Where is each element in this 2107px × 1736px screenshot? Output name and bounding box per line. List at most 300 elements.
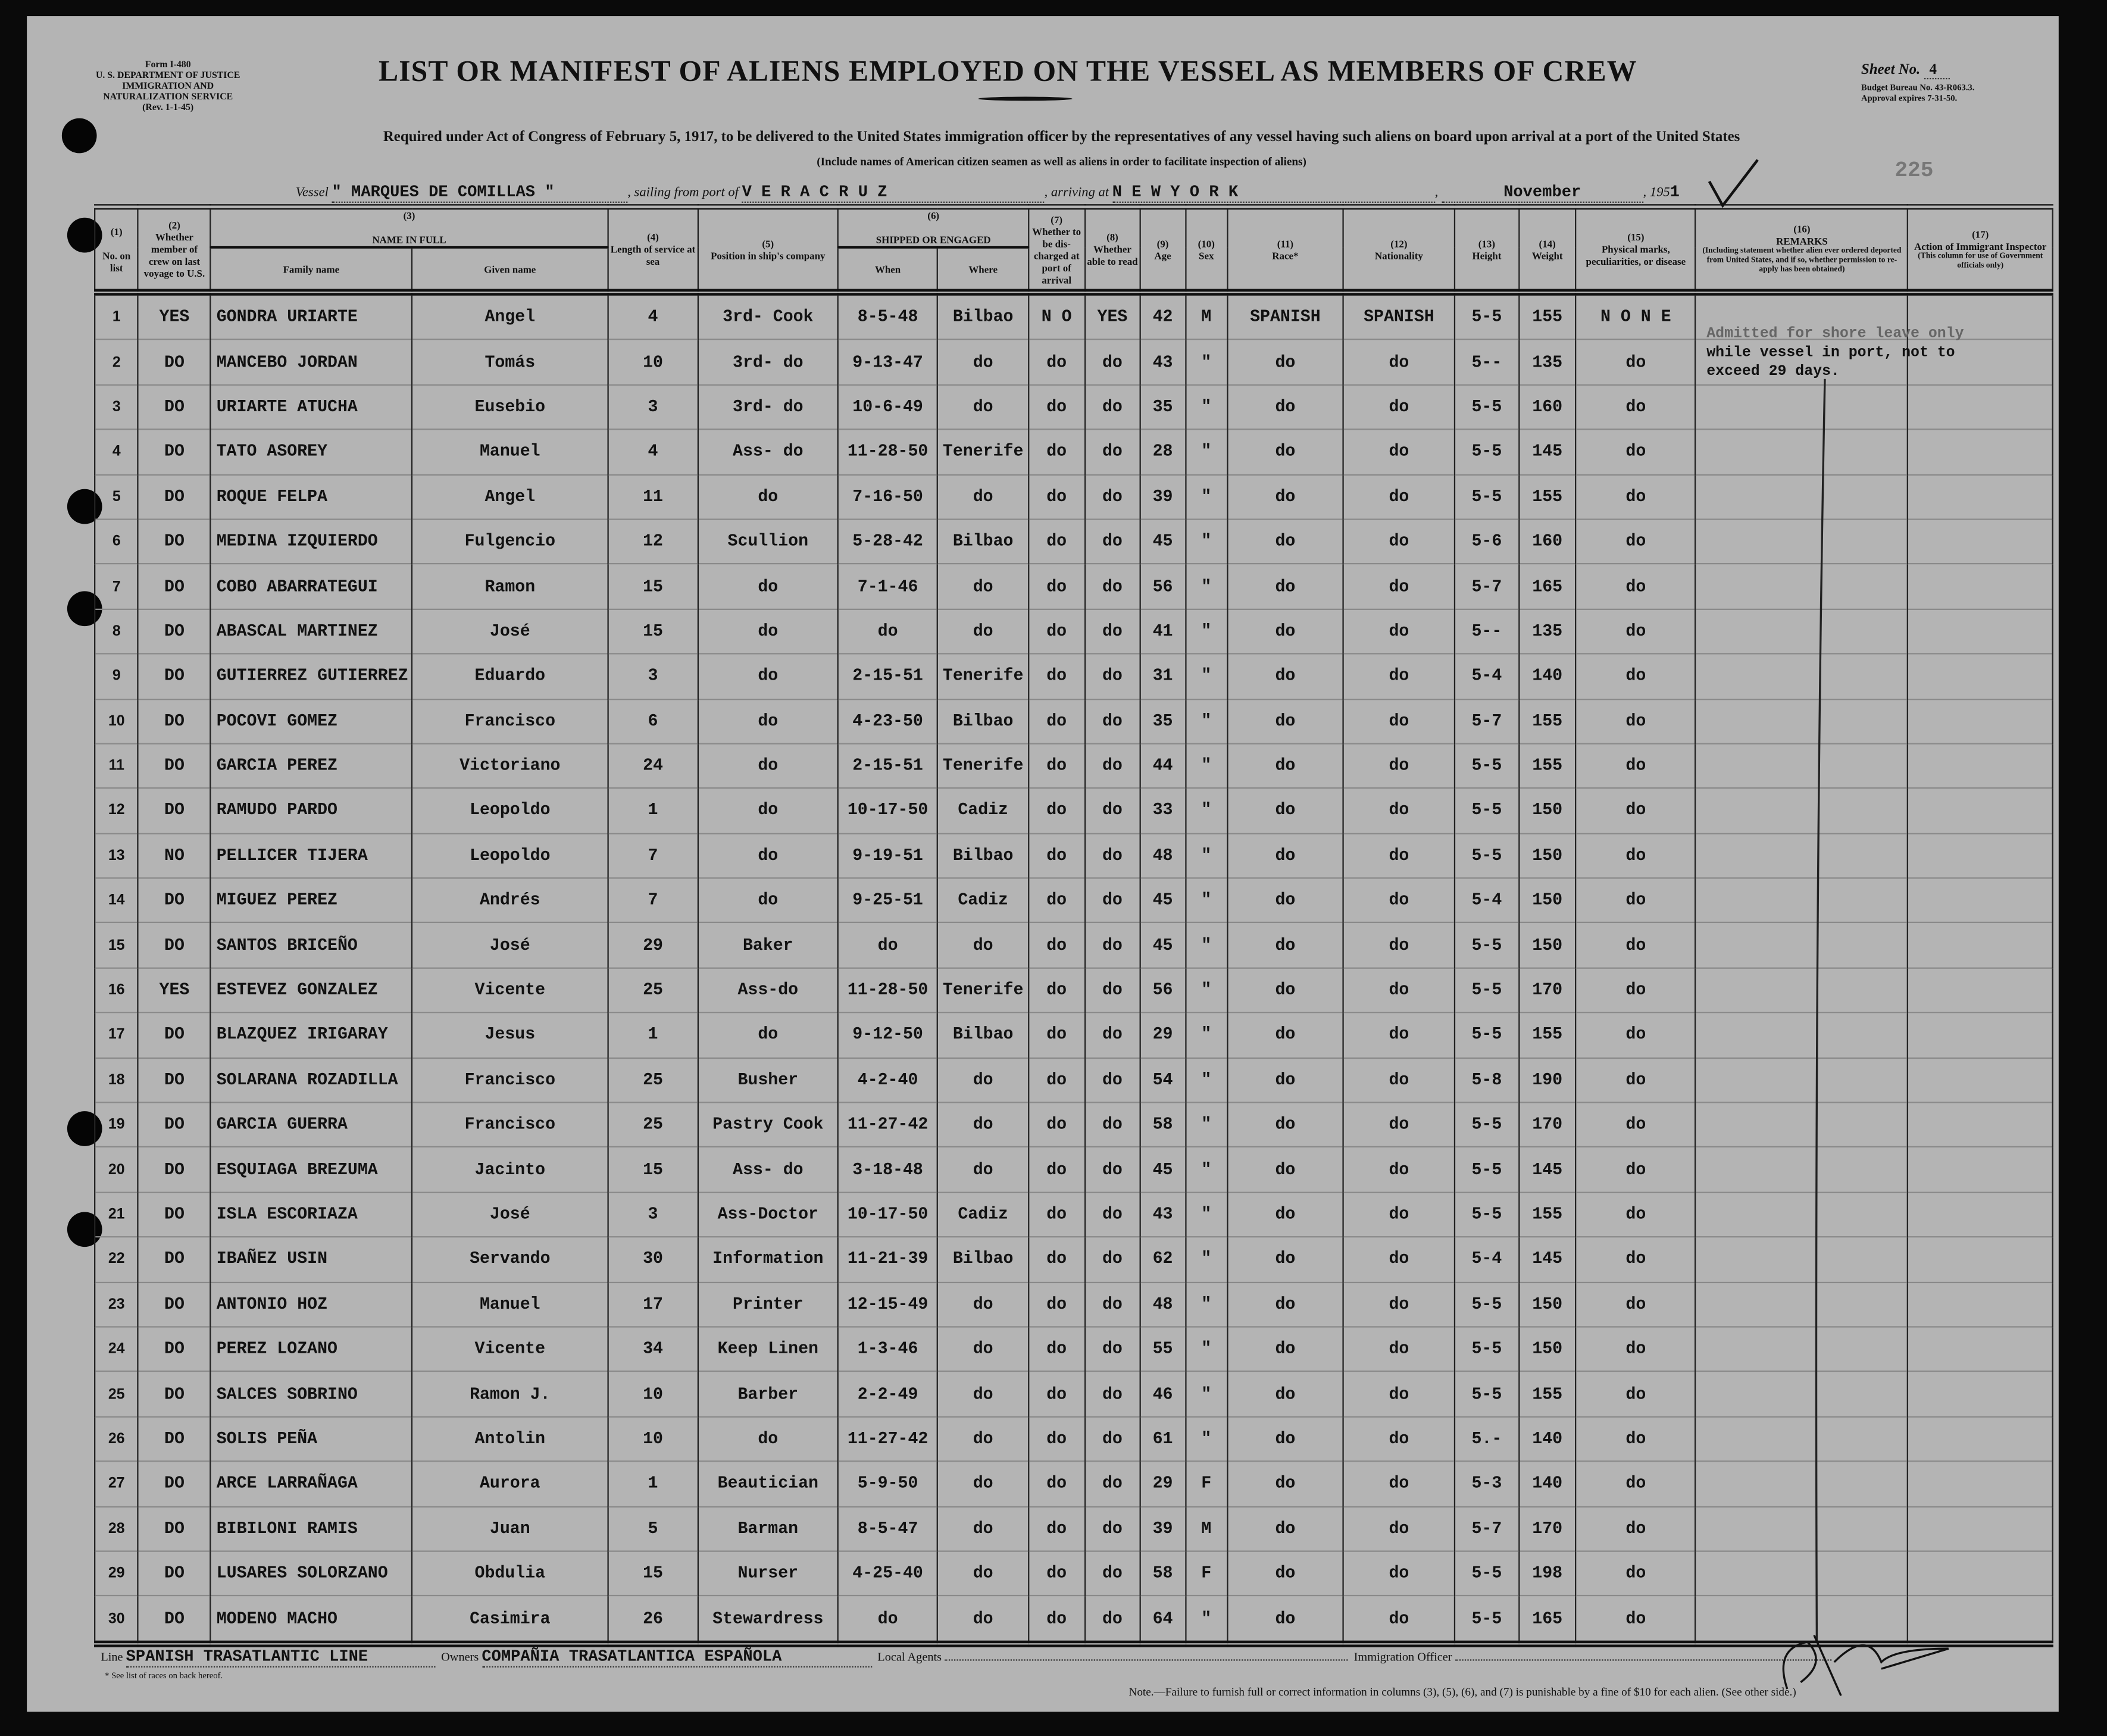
table-row [95, 609, 2052, 653]
remarks-ditto-line [1800, 379, 1841, 1642]
department: U. S. DEPARTMENT OF JUSTICE [96, 70, 240, 81]
race: do [1227, 1237, 1343, 1282]
shipped-when: 9-12-50 [838, 1013, 937, 1058]
line-label: Line [101, 1650, 123, 1664]
height: 5-5 [1455, 789, 1518, 833]
col-header-no: No. on list [102, 249, 131, 274]
physical-marks: do [1576, 1103, 1696, 1147]
discharged: do [1029, 878, 1084, 923]
table-row [95, 878, 2052, 923]
approval-line: Approval expires 7-31-50. [1861, 94, 1958, 104]
footer [101, 1647, 2049, 1668]
col-header-when: When [838, 247, 937, 292]
height: 5-5 [1455, 1372, 1518, 1416]
height: 5-4 [1455, 878, 1518, 923]
shipped-when: 11-21-39 [838, 1237, 937, 1282]
remarks-line: Admitted for shore leave only [1706, 326, 1964, 343]
last-voyage: DO [138, 654, 210, 699]
last-voyage: DO [138, 1551, 210, 1596]
discharged: do [1029, 1282, 1084, 1327]
row-number: 17 [95, 1013, 138, 1058]
weight: 140 [1519, 1462, 1576, 1506]
inspector-action-cell [1908, 743, 2053, 788]
shipped-where: Bilbao [937, 1013, 1029, 1058]
given-name: Fulgencio [412, 519, 608, 564]
age: 28 [1140, 430, 1185, 474]
age: 45 [1140, 923, 1185, 968]
length-service: 26 [608, 1596, 698, 1644]
port-from: V E R A C R U Z [742, 183, 1045, 203]
shipped-where: Bilbao [937, 519, 1029, 564]
height: 5-6 [1455, 519, 1518, 564]
col-number: (17) [1972, 227, 1989, 240]
given-name: Vicente [412, 1327, 608, 1371]
height: 5-- [1455, 609, 1518, 653]
given-name: Jesus [412, 1013, 608, 1058]
length-service: 7 [608, 833, 698, 878]
shipped-where: Tenerife [937, 654, 1029, 699]
weight: 145 [1519, 1147, 1576, 1192]
position: do [698, 564, 838, 609]
family-name: RAMUDO PARDO [211, 789, 412, 833]
physical-marks: do [1576, 1372, 1696, 1416]
inspector-action-cell [1908, 474, 2053, 519]
nationality: do [1343, 1237, 1455, 1282]
family-name: PEREZ LOZANO [211, 1327, 412, 1371]
nationality: do [1343, 1416, 1455, 1461]
weight: 145 [1519, 430, 1576, 474]
length-service: 12 [608, 519, 698, 564]
row-number: 14 [95, 878, 138, 923]
able-to-read: do [1084, 833, 1140, 878]
able-to-read: do [1084, 743, 1140, 788]
inspector-action-cell [1908, 1551, 2053, 1596]
sex: " [1185, 1416, 1227, 1461]
shipped-when: 4-23-50 [838, 699, 937, 743]
shipped-when: 2-2-49 [838, 1372, 937, 1416]
physical-marks: do [1576, 1596, 1696, 1644]
age: 31 [1140, 654, 1185, 699]
race: do [1227, 699, 1343, 743]
given-name: Servando [412, 1237, 608, 1282]
shipped-where: do [937, 1506, 1029, 1551]
length-service: 4 [608, 292, 698, 340]
sex: " [1185, 1192, 1227, 1237]
row-number: 8 [95, 609, 138, 653]
shipped-when: do [838, 609, 937, 653]
race: do [1227, 474, 1343, 519]
row-number: 15 [95, 923, 138, 968]
weight: 190 [1519, 1058, 1576, 1102]
nationality: do [1343, 519, 1455, 564]
height: 5-5 [1455, 1192, 1518, 1237]
col-header-read: Whether able to read [1087, 243, 1138, 268]
discharged: do [1029, 1551, 1084, 1596]
weight: 160 [1519, 384, 1576, 429]
sex: " [1185, 699, 1227, 743]
table-row [95, 1282, 2052, 1327]
position: Nurser [698, 1551, 838, 1596]
row-number: 20 [95, 1147, 138, 1192]
sex: " [1185, 1596, 1227, 1644]
discharged: do [1029, 743, 1084, 788]
shipped-when: do [838, 923, 937, 968]
able-to-read: do [1084, 1192, 1140, 1237]
able-to-read: do [1084, 609, 1140, 653]
given-name: Angel [412, 292, 608, 340]
family-name: ISLA ESCORIAZA [211, 1192, 412, 1237]
length-service: 7 [608, 878, 698, 923]
last-voyage: DO [138, 609, 210, 653]
physical-marks: do [1576, 1327, 1696, 1371]
given-name: Manuel [412, 430, 608, 474]
age: 33 [1140, 789, 1185, 833]
height: 5-5 [1455, 474, 1518, 519]
able-to-read: do [1084, 968, 1140, 1012]
table-row [95, 430, 2052, 474]
last-voyage: DO [138, 519, 210, 564]
family-name: IBAÑEZ USIN [211, 1237, 412, 1282]
row-number: 7 [95, 564, 138, 609]
weight: 155 [1519, 292, 1576, 340]
length-service: 3 [608, 654, 698, 699]
discharged: do [1029, 1462, 1084, 1506]
inspector-action-cell [1908, 1103, 2053, 1147]
table-row [95, 654, 2052, 699]
height: 5-5 [1455, 1596, 1518, 1644]
length-service: 25 [608, 1103, 698, 1147]
shipped-where: do [937, 564, 1029, 609]
vessel-name: " MARQUES DE COMILLAS " [332, 183, 628, 203]
given-name: Tomás [412, 340, 608, 384]
discharged: do [1029, 654, 1084, 699]
able-to-read: do [1084, 1596, 1140, 1644]
race: do [1227, 384, 1343, 429]
last-voyage: DO [138, 1416, 210, 1461]
able-to-read: do [1084, 340, 1140, 384]
physical-marks: do [1576, 340, 1696, 384]
physical-marks: do [1576, 564, 1696, 609]
nationality: do [1343, 609, 1455, 653]
physical-marks: do [1576, 1147, 1696, 1192]
able-to-read: do [1084, 1237, 1140, 1282]
sex: " [1185, 743, 1227, 788]
inspector-action-cell [1908, 1506, 2053, 1551]
race: do [1227, 968, 1343, 1012]
able-to-read: do [1084, 1551, 1140, 1596]
sex: " [1185, 1147, 1227, 1192]
family-name: ARCE LARRAÑAGA [211, 1462, 412, 1506]
family-name: ESTEVEZ GONZALEZ [211, 968, 412, 1012]
last-voyage: DO [138, 340, 210, 384]
row-number: 9 [95, 654, 138, 699]
physical-marks: do [1576, 1462, 1696, 1506]
given-name: Ramon [412, 564, 608, 609]
age: 29 [1140, 1013, 1185, 1058]
length-service: 1 [608, 1462, 698, 1506]
length-service: 10 [608, 340, 698, 384]
given-name: Leopoldo [412, 789, 608, 833]
inspector-action-cell [1908, 1237, 2053, 1282]
row-number: 11 [95, 743, 138, 788]
race: do [1227, 1282, 1343, 1327]
weight: 150 [1519, 1282, 1576, 1327]
family-name: SOLARANA ROZADILLA [211, 1058, 412, 1102]
row-number: 21 [95, 1192, 138, 1237]
weight: 155 [1519, 1013, 1576, 1058]
row-number: 1 [95, 292, 138, 340]
discharged: do [1029, 1596, 1084, 1644]
age: 48 [1140, 1282, 1185, 1327]
sex: " [1185, 1237, 1227, 1282]
position: 3rd- Cook [698, 292, 838, 340]
col-header-physical: Physical marks, peculiarities, or disease [1586, 243, 1686, 268]
form-number: Form I-480 [145, 59, 191, 70]
weight: 140 [1519, 654, 1576, 699]
height: 5-7 [1455, 1506, 1518, 1551]
inspector-action-cell [1908, 789, 2053, 833]
age: 48 [1140, 833, 1185, 878]
col-number: (11) [1277, 237, 1294, 249]
col-number: (5) [762, 237, 774, 249]
height: 5-5 [1455, 1013, 1518, 1058]
table-row [95, 519, 2052, 564]
discharged: do [1029, 1416, 1084, 1461]
race: do [1227, 789, 1343, 833]
shipped-where: do [937, 923, 1029, 968]
age: 55 [1140, 1327, 1185, 1371]
position: do [698, 654, 838, 699]
position: do [698, 878, 838, 923]
weight: 150 [1519, 923, 1576, 968]
inspector-action-cell [1908, 654, 2053, 699]
owners-label: Owners [441, 1650, 479, 1664]
weight: 155 [1519, 743, 1576, 788]
physical-marks: N O N E [1576, 292, 1696, 340]
col-number: (6) [927, 209, 940, 222]
table-row [95, 564, 2052, 609]
shipped-where: do [937, 384, 1029, 429]
last-voyage: DO [138, 1103, 210, 1147]
weight: 135 [1519, 340, 1576, 384]
given-name: Victoriano [412, 743, 608, 788]
able-to-read: do [1084, 1372, 1140, 1416]
family-name: GONDRA URIARTE [211, 292, 412, 340]
race: do [1227, 1596, 1343, 1644]
position: do [698, 609, 838, 653]
col-header-given: Given name [412, 247, 608, 292]
shipped-where: Bilbao [937, 1237, 1029, 1282]
col-number: (8) [1106, 231, 1118, 243]
sex: " [1185, 519, 1227, 564]
last-voyage: DO [138, 923, 210, 968]
sex: " [1185, 878, 1227, 923]
last-voyage: DO [138, 1013, 210, 1058]
able-to-read: do [1084, 1103, 1140, 1147]
shipped-where: Tenerife [937, 743, 1029, 788]
shipped-when: 12-15-49 [838, 1282, 937, 1327]
table-row [95, 384, 2052, 429]
shipped-when: 2-15-51 [838, 743, 937, 788]
given-name: Angel [412, 474, 608, 519]
inspector-action-cell [1908, 1416, 2053, 1461]
physical-marks: do [1576, 654, 1696, 699]
col-header-name: NAME IN FULL [372, 233, 446, 246]
sex: M [1185, 1506, 1227, 1551]
position: Busher [698, 1058, 838, 1102]
discharged: do [1029, 519, 1084, 564]
given-name: Francisco [412, 1058, 608, 1102]
officer-label: Immigration Officer [1353, 1650, 1452, 1664]
inspector-action-cell [1908, 1372, 2053, 1416]
family-name: BIBILONI RAMIS [211, 1506, 412, 1551]
discharged: do [1029, 564, 1084, 609]
inspector-action-cell [1908, 1192, 2053, 1237]
age: 45 [1140, 878, 1185, 923]
owners-value: COMPAÑIA TRASATLANTICA ESPAÑOLA [482, 1647, 871, 1668]
race: do [1227, 564, 1343, 609]
physical-marks: do [1576, 1551, 1696, 1596]
height: 5-5 [1455, 430, 1518, 474]
physical-marks: do [1576, 1013, 1696, 1058]
col-header-family: Family name [211, 247, 412, 292]
height: 5-5 [1455, 1103, 1518, 1147]
length-service: 29 [608, 923, 698, 968]
given-name: Francisco [412, 1103, 608, 1147]
table-row [95, 474, 2052, 519]
punch-hole [62, 118, 97, 154]
title-flourish [979, 97, 1073, 101]
sex: " [1185, 1013, 1227, 1058]
table-row [95, 1237, 2052, 1282]
physical-marks: do [1576, 833, 1696, 878]
revision: (Rev. 1-1-45) [142, 102, 194, 113]
weight: 150 [1519, 789, 1576, 833]
age: 43 [1140, 1192, 1185, 1237]
table-row [95, 833, 2052, 878]
race: do [1227, 923, 1343, 968]
race: do [1227, 1416, 1343, 1461]
discharged: do [1029, 968, 1084, 1012]
height: 5-5 [1455, 968, 1518, 1012]
shipped-where: do [937, 1462, 1029, 1506]
height: 5-7 [1455, 564, 1518, 609]
last-voyage: DO [138, 699, 210, 743]
able-to-read: do [1084, 519, 1140, 564]
weight: 155 [1519, 474, 1576, 519]
col-header-remarks: REMARKS [1776, 235, 1828, 248]
race: do [1227, 654, 1343, 699]
col-number: (14) [1539, 237, 1556, 249]
discharged: do [1029, 474, 1084, 519]
length-service: 10 [608, 1372, 698, 1416]
sex: " [1185, 654, 1227, 699]
family-name: ABASCAL MARTINEZ [211, 609, 412, 653]
line-value: SPANISH TRASATLANTIC LINE [126, 1647, 435, 1668]
table-row [95, 1013, 2052, 1058]
col-header-shipped: SHIPPED OR ENGAGED [876, 233, 991, 246]
physical-marks: do [1576, 1416, 1696, 1461]
inspector-action-cell [1908, 833, 2053, 878]
able-to-read: do [1084, 430, 1140, 474]
discharged: do [1029, 1237, 1084, 1282]
table-row [95, 1596, 2052, 1644]
budget-line: Budget Bureau No. 43-R063.3. [1861, 83, 1975, 93]
position: do [698, 1013, 838, 1058]
year-label: , 195 [1643, 185, 1670, 201]
inspector-action-cell [1908, 968, 2053, 1012]
nationality: do [1343, 1282, 1455, 1327]
col-header-weight: Weight [1531, 249, 1563, 262]
family-name: SALCES SOBRINO [211, 1372, 412, 1416]
family-name: COBO ABARRATEGUI [211, 564, 412, 609]
weight: 170 [1519, 1506, 1576, 1551]
age: 29 [1140, 1462, 1185, 1506]
nationality: do [1343, 654, 1455, 699]
shipped-when: 7-16-50 [838, 474, 937, 519]
nationality: do [1343, 1058, 1455, 1102]
budget-info [1861, 83, 1975, 105]
physical-marks: do [1576, 519, 1696, 564]
agents-label: Local Agents [877, 1650, 942, 1664]
age: 42 [1140, 292, 1185, 340]
shipped-where: Bilbao [937, 833, 1029, 878]
shipped-where: Tenerife [937, 968, 1029, 1012]
family-name: MIGUEZ PEREZ [211, 878, 412, 923]
month: November [1442, 183, 1643, 203]
year-digit: 1 [1670, 183, 1680, 202]
position: Barber [698, 1372, 838, 1416]
given-name: Manuel [412, 1282, 608, 1327]
weight: 160 [1519, 519, 1576, 564]
position: Scullion [698, 519, 838, 564]
able-to-read: do [1084, 1462, 1140, 1506]
nationality: do [1343, 430, 1455, 474]
family-name: BLAZQUEZ IRIGARAY [211, 1013, 412, 1058]
physical-marks: do [1576, 1282, 1696, 1327]
weight: 150 [1519, 833, 1576, 878]
length-service: 24 [608, 743, 698, 788]
inspector-action-cell [1908, 1282, 2053, 1327]
position: do [698, 833, 838, 878]
given-name: Eusebio [412, 384, 608, 429]
position: Information [698, 1237, 838, 1282]
last-voyage: YES [138, 292, 210, 340]
discharged: do [1029, 1192, 1084, 1237]
family-name: POCOVI GOMEZ [211, 699, 412, 743]
age: 39 [1140, 474, 1185, 519]
inspector-action-cell [1908, 1058, 2053, 1102]
sex: " [1185, 923, 1227, 968]
shipped-where: Cadiz [937, 878, 1029, 923]
given-name: Ramon J. [412, 1372, 608, 1416]
shipped-where: do [937, 1551, 1029, 1596]
family-name: LUSARES SOLORZANO [211, 1551, 412, 1596]
able-to-read: do [1084, 564, 1140, 609]
table-row [95, 1192, 2052, 1237]
nationality: do [1343, 1506, 1455, 1551]
col-number: (16) [1793, 223, 1811, 236]
sex: " [1185, 384, 1227, 429]
height: 5-5 [1455, 1282, 1518, 1327]
sex: " [1185, 1282, 1227, 1327]
position: 3rd- do [698, 384, 838, 429]
shipped-where: do [937, 1596, 1029, 1644]
officer-signature [1761, 1622, 1962, 1702]
vessel-label: Vessel [295, 185, 329, 201]
able-to-read: do [1084, 1058, 1140, 1102]
given-name: Leopoldo [412, 833, 608, 878]
